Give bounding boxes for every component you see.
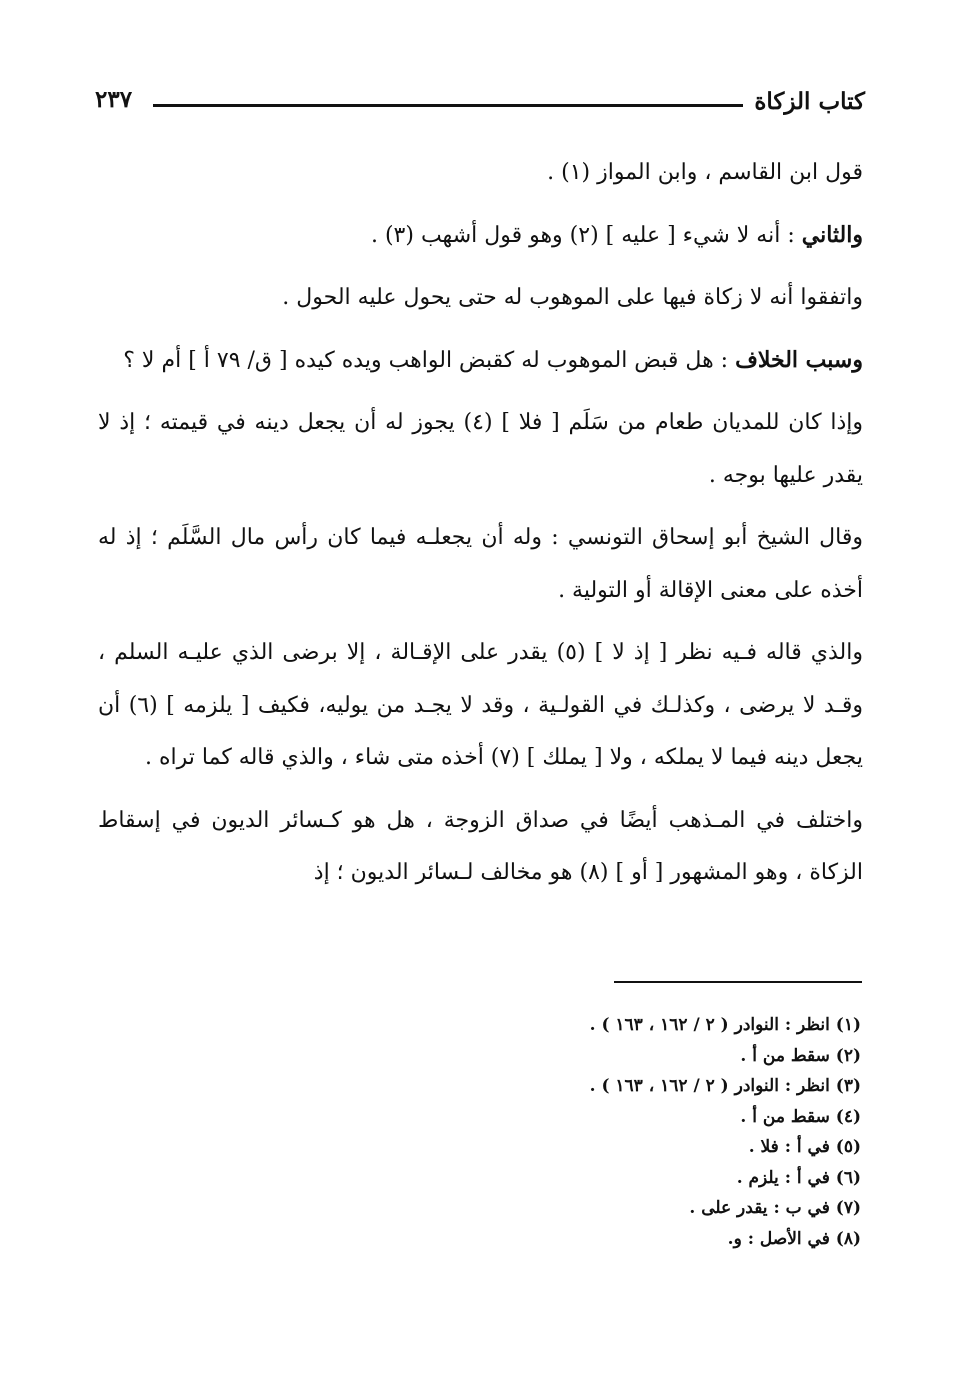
paragraph-text: واختلف في المـذهب أيضًا في صداق الزوجة ، هل هو كـسائر الديون في إسقاط الزكاة ، وهو المشهور [ أو ] (٨) هو مخالف لـسائر الديون ؛ إذ [98,807,863,885]
paragraph-text: واتفقوا أنه لا زكاة فيها على الموهوب له حتى يحول عليه الحول . [282,285,863,310]
paragraph-lead: وسبب الخلاف [735,346,863,373]
footnote: (٦) في أ : يلزم . [736,1167,861,1188]
footnote: (٤) سقط من أ . [740,1106,861,1127]
footnote-rule [614,981,862,983]
paragraph-text: وإذا كان للمديان طعام من سَلَم [ فلا ] (٤) يجوز له أن يجعل دينه في قيمته ؛ إذ لا يقدر عليها بوجه . [98,410,863,488]
paragraph-text: والذي قاله فـيه نظر [ إذ لا ] (٥) يقدر على الإقـالة ، إلا برضى الذي عليـه السلم ، وقـد لا يرضى ، وكذلـك في القولـية ، وقد لا يجـد من يوليه، فكيف [ يلزمه ] (٦) أن يجعل دينه فيما لا يملكه ، ولا [ يملك ] (٧) أخذه متى شاء ، والذي قاله كما تراه . [98,640,864,770]
paragraph-text: : أنه لا شيء [ عليه ] (٢) وهو قول أشهب (٣) . [370,222,802,248]
paragraph-text: قول ابن القاسم ، وابن المواز (١) . [547,160,863,185]
paragraph-text: وقال الشيخ أبو إسحاق التونسي : وله أن يجعلـه فيما كان رأس مال السَّلَم ؛ إذ له أخذه على معنى الإقالة أو التولية . [98,525,863,603]
footnote: (٨) في الأصل : و. [727,1228,861,1249]
paragraph-lead: والثاني [801,221,863,248]
header-rule [153,104,743,107]
footnote: (٢) سقط من أ . [740,1045,861,1066]
paragraph [98,209,863,263]
paragraph [98,146,863,200]
page-number: ٢٣٧ [95,86,133,113]
paragraph [98,794,863,900]
paragraph-text: : هل قبض الموهوب له كقبض الواهب ويده كيده [ ق/ ٧٩ أ ] أم لا ؟ [123,347,736,373]
footnote: (٣) انظر : النوادر ( ٢ / ١٦٢ ، ١٦٣ ) . [589,1076,861,1096]
paragraph [98,626,863,785]
running-header [95,86,865,126]
footnotes [361,1010,861,1254]
paragraph [98,271,863,325]
main-text [98,146,863,909]
paragraph [98,511,863,617]
footnote: (٥) في أ : فلا . [748,1137,861,1157]
footnote: (٧) في ب : يقدر على . [689,1198,861,1218]
chapter-title: كتاب الزكاة [754,88,865,115]
paragraph [98,334,863,388]
paragraph [98,396,863,502]
footnote: (١) انظر : النوادر ( ٢ / ١٦٢ ، ١٦٣ ) . [589,1015,861,1035]
